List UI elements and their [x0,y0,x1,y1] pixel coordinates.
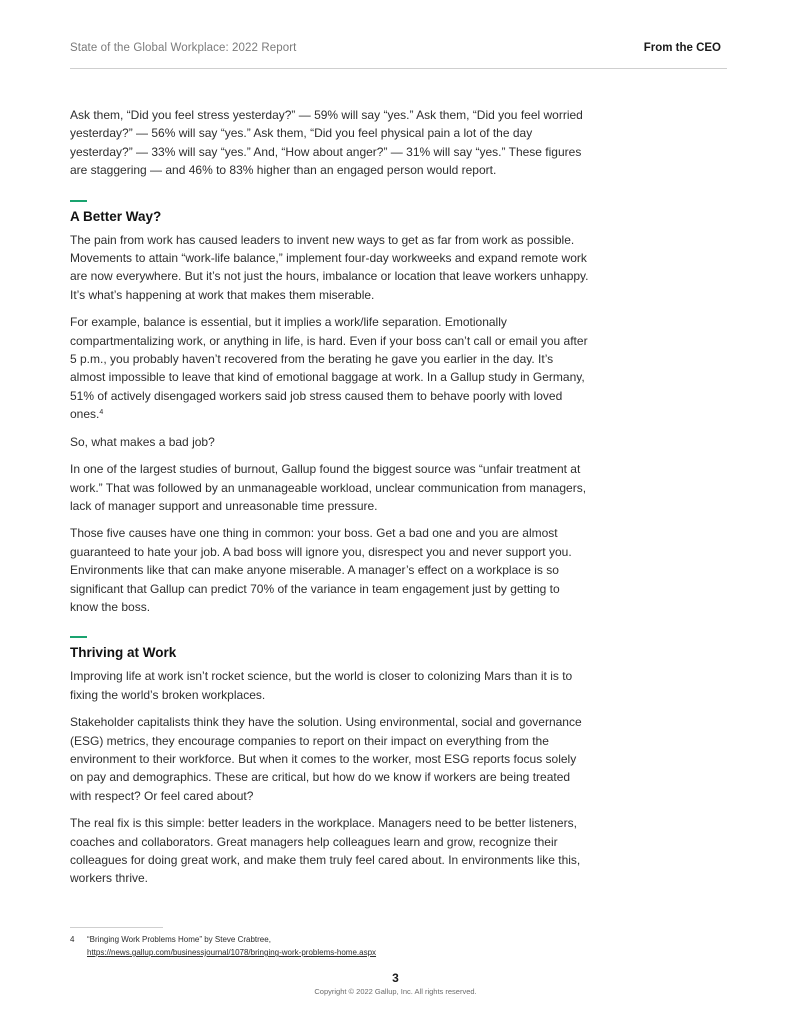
article-body [70,106,590,897]
paragraph: The real fix is this simple: better leaders in the workplace. Managers need to be better listeners, coaches and collaborators. Great managers help colleagues learn and grow, recognize their colleagues for doing great work, and make them truly feel cared about. In environments like this, workers thrive. [70,816,581,886]
header-divider [70,68,727,69]
page-number: 3 [392,971,399,985]
paragraph: Those five causes have one thing in common: your boss. Get a bad one and you are almost guaranteed to hate your job. A bad boss will ignore you, disrespect you and never support you. Environments like that can make anyone miserable. A manager’s effect on a workplace is so significant that Gallup can predict 70% of the variance in team engagement just by getting to know the boss. [70,526,572,614]
paragraph: Improving life at work isn’t rocket science, but the world is closer to colonizing Mars than it is to fixing the world’s broken workplaces. [70,669,573,702]
report-title: State of the Global Workplace: 2022 Report [70,42,297,54]
footnote-link[interactable]: https://news.gallup.com/businessjournal/1078/bringing-work-problems-home.aspx [87,948,377,957]
paragraph: Stakeholder capitalists think they have the solution. Using environmental, social and governance (ESG) metrics, they encourage companies to report on their impact on everything from the environment to their workforce. But when it comes to the worker, most ESG reports focus solely on pay and demographics. These are critical, but how do we know if workers are being treated with respect? Or feel cared about? [70,715,582,803]
section-accent-bar [70,636,87,638]
paragraph: In one of the largest studies of burnout, Gallup found the biggest source was “unfair treatment at work.” That was followed by an unmanageable workload, unclear communication from managers, lack of manager support and unreasonable time pressure. [70,462,587,513]
section-label: From the CEO [643,42,721,54]
footnote-reference[interactable]: 4 [99,409,104,417]
footnote-number: 4 [70,935,75,944]
intro-paragraph: Ask them, “Did you feel stress yesterday?” — 59% will say “yes.” Ask them, “Did you feel worried yesterday?” — 56% will say “yes.” Ask them, “Did you feel physical pain a lot of the day yesterday?” — 33% will say “yes.” And, “How about anger?” — 31% will say “yes.” These figures are staggering — and 46% to 83% higher than an engaged person would report. [70,108,583,178]
section-heading-better-way: A Better Way? [70,208,162,224]
footnote-divider [70,927,163,928]
paragraph-text: For example, balance is essential, but it implies a work/life separation. Emotionally compartmentalizing work, or anything in life, is hard. Even if your boss can’t call or email you after 5 p.m., you probably haven’t recovered from the berating he gave you earlier in the day. It’s almost impossible to leave that kind of emotional baggage at work. In a Gallup study in Germany, 51% of actively disengaged workers said job stress caused them to behave poorly with loved ones. [70,315,588,422]
paragraph: The pain from work has caused leaders to invent new ways to get as far from work as possible. Movements to attain “work-life balance,” implement four-day workweeks and expand remote work are now everywhere. But it’s not just the hours, imbalance or location that leave workers unhappy. It’s what’s happening at work that makes them miserable. [70,232,589,302]
section-heading-thriving: Thriving at Work [70,645,177,661]
paragraph: So, what makes a bad job? [70,434,215,449]
paragraph [70,313,590,423]
footnote-text: “Bringing Work Problems Home” by Steve Crabtree, [87,935,271,944]
section-accent-bar [70,200,87,202]
page-header [70,42,721,64]
footnote [70,933,376,959]
copyright-notice: Copyright © 2022 Gallup, Inc. All rights reserved. [314,987,477,996]
